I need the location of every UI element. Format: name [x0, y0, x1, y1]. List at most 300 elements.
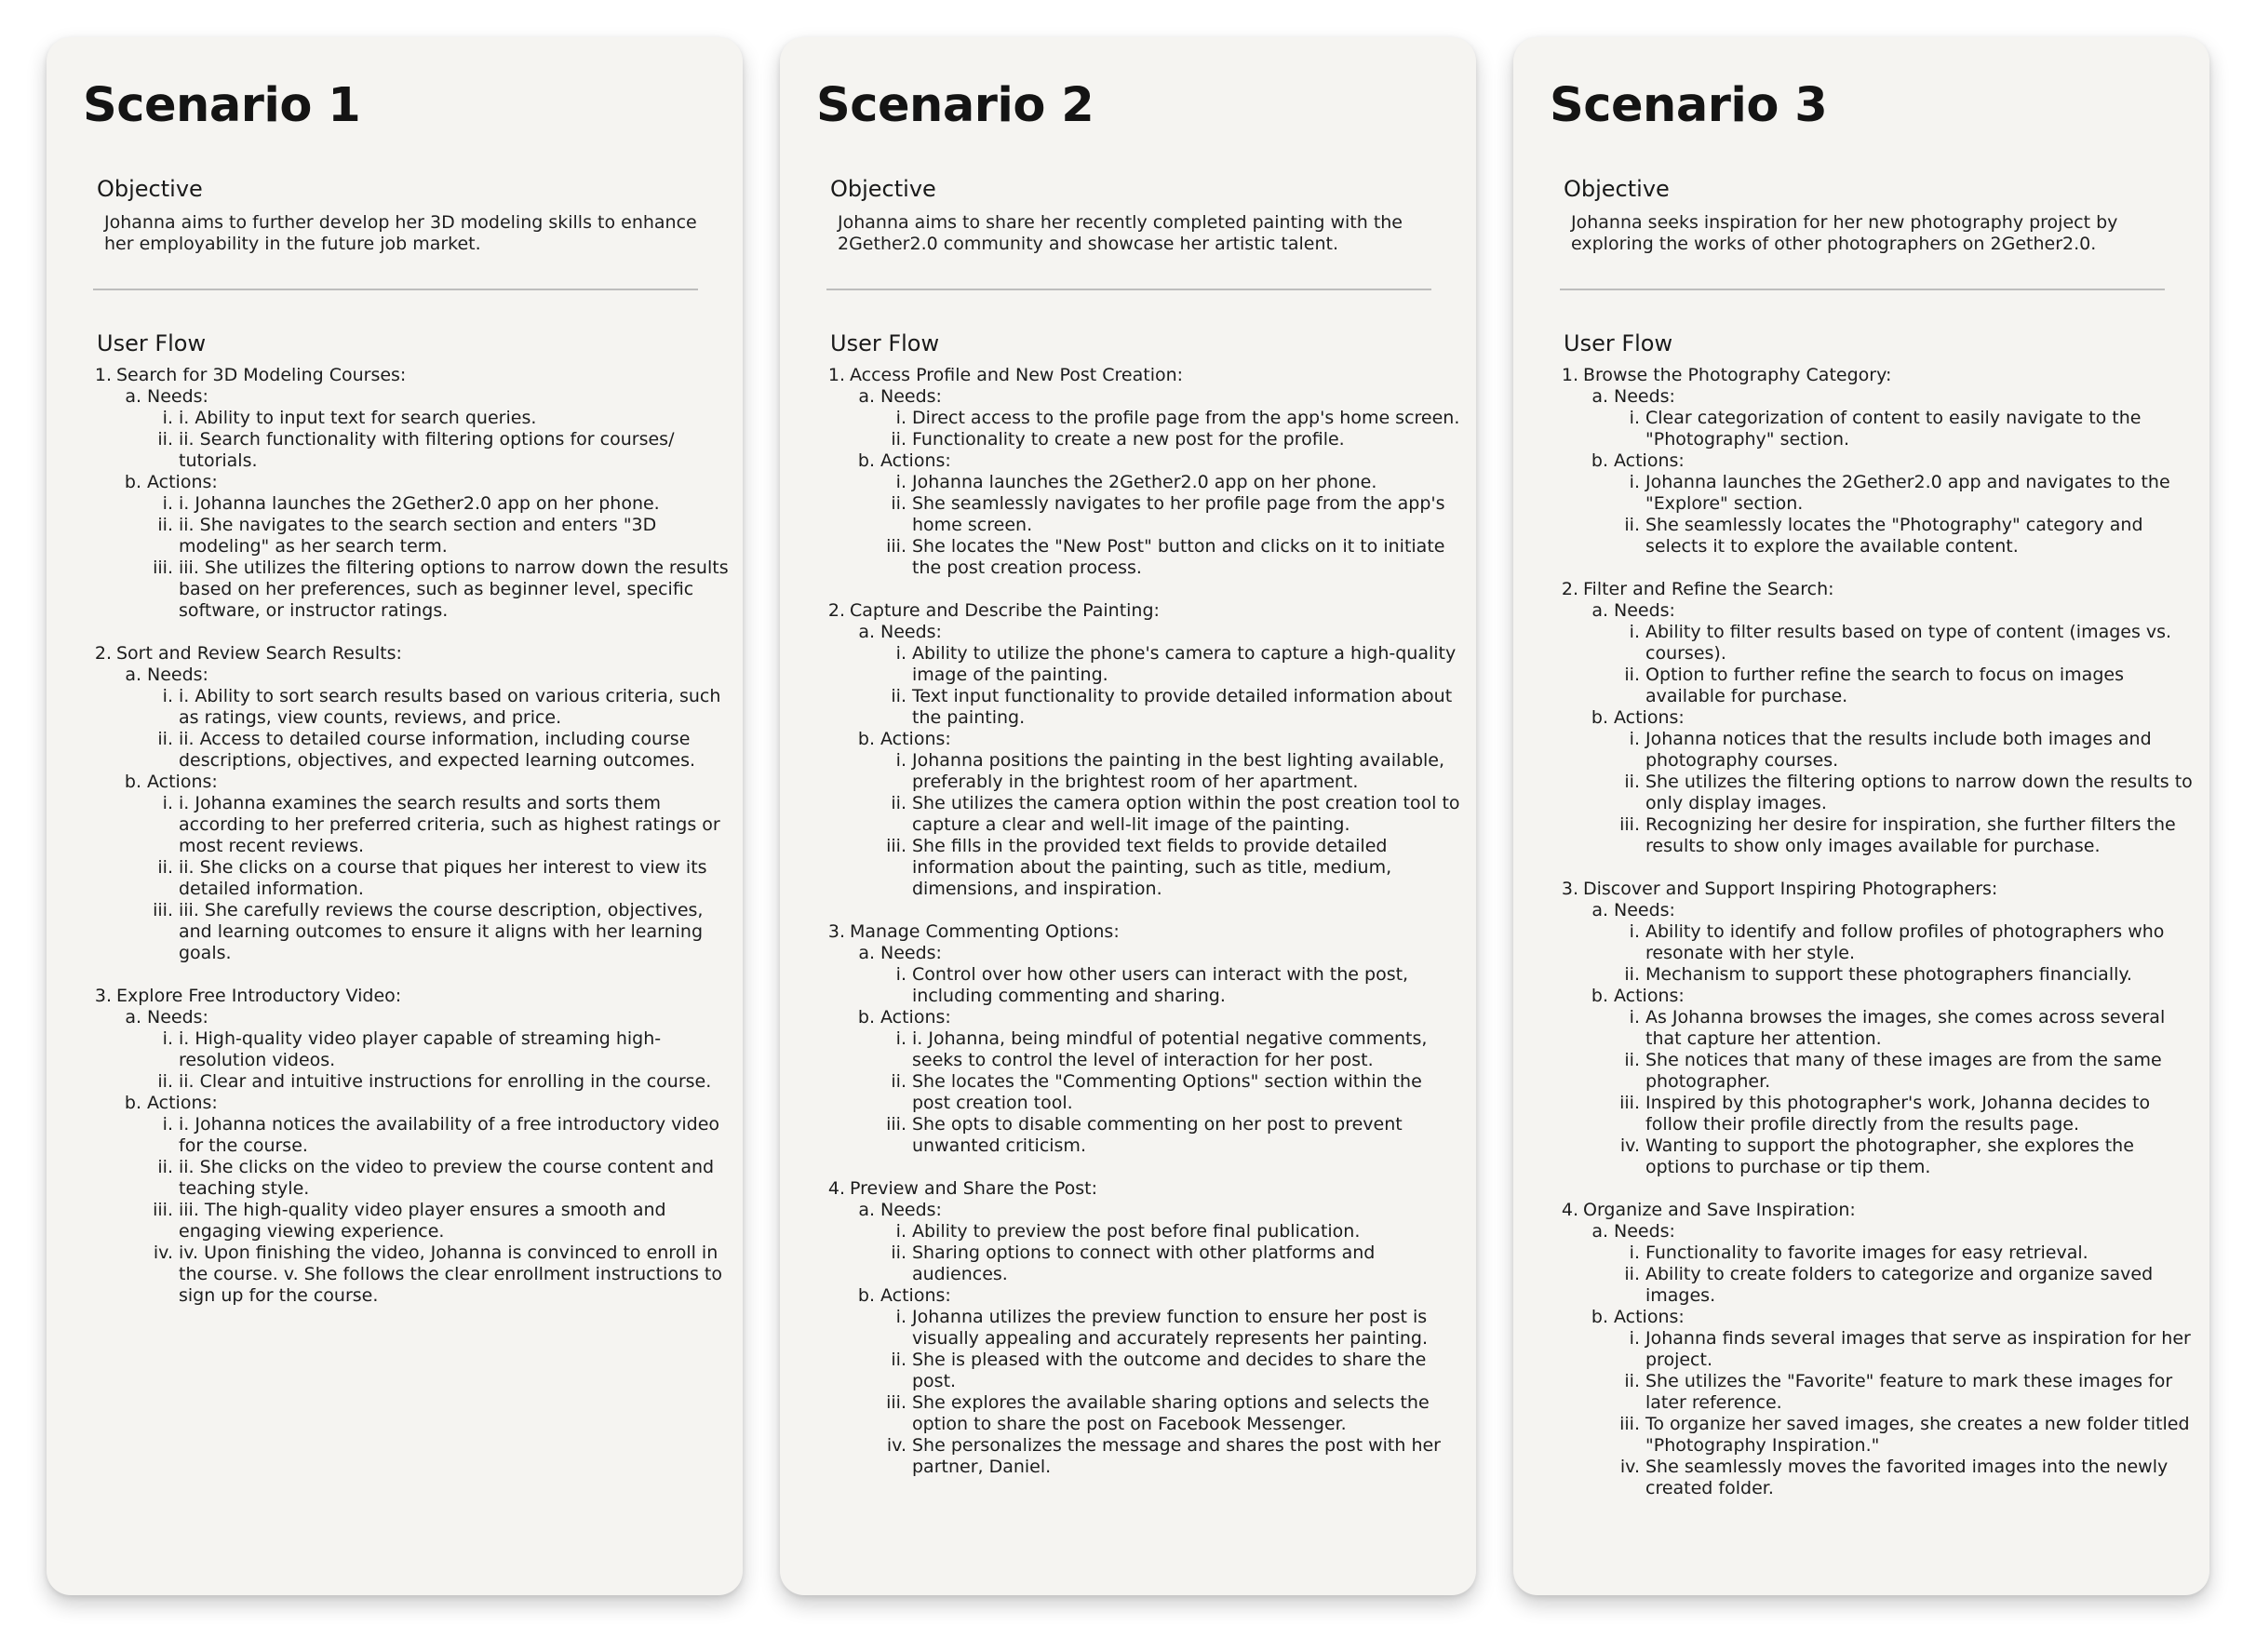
group-body — [880, 1200, 1463, 1285]
flow-step — [1558, 879, 2196, 1178]
step-body — [850, 365, 1463, 579]
list-item — [153, 793, 730, 857]
step-group — [854, 450, 1463, 579]
flow-step — [1558, 365, 2196, 557]
item-text: ii. She navigates to the search section and enters "3D modeling" as her search term. — [179, 515, 657, 557]
group-letter: a. — [125, 665, 141, 685]
item-text: She locates the "New Post" button and clicks on it to initiate the post creation process. — [912, 536, 1445, 578]
list-item — [886, 1350, 1463, 1392]
item-text: Ability to filter results based on type of content (images vs. courses). — [1645, 622, 2172, 664]
group-letter: a. — [125, 1007, 141, 1027]
item-text: ii. Access to detailed course information, including course descriptions, objectives, and expected learning outcomes. — [179, 729, 696, 771]
item-number: iii. — [1619, 814, 1640, 835]
step-group — [1588, 600, 2196, 707]
item-number: ii. — [1624, 515, 1640, 535]
objective-heading: Objective — [1564, 176, 1670, 202]
item-number: iv. — [1619, 1457, 1640, 1477]
step-number: 3. — [827, 921, 845, 942]
step-group — [854, 1200, 1463, 1285]
item-number: i. — [162, 1028, 173, 1049]
group-letter: b. — [857, 1007, 875, 1027]
item-text: Mechanism to support these photographers financially. — [1645, 964, 2132, 985]
group-body — [880, 1007, 1463, 1157]
item-text: Functionality to create a new post for the profile. — [912, 429, 1345, 450]
step-group — [1588, 450, 2196, 557]
list-item — [1619, 1093, 2196, 1135]
step-group — [1588, 986, 2196, 1178]
item-text: Inspired by this photographer's work, Johanna decides to follow their profile directly from the results page. — [1645, 1093, 2151, 1135]
scenario-card-1 — [47, 37, 743, 1595]
group-letter: a. — [1591, 600, 1608, 621]
flow-step — [91, 643, 730, 964]
step-number: 1. — [827, 365, 845, 385]
list-item — [153, 493, 730, 515]
group-letter: b. — [857, 729, 875, 749]
group-label: Actions: — [147, 772, 218, 792]
item-number: i. — [895, 1307, 906, 1327]
list-item — [153, 557, 730, 622]
item-number: i. — [162, 408, 173, 428]
step-group — [1588, 1307, 2196, 1499]
list-item — [886, 750, 1463, 793]
item-text: i. Ability to sort search results based on various criteria, such as ratings, view counts, reviews, and price. — [179, 686, 721, 728]
list-item — [886, 1114, 1463, 1157]
item-number: iii. — [886, 536, 906, 557]
step-group — [854, 1007, 1463, 1157]
section-divider — [93, 289, 698, 290]
group-letter: a. — [1591, 1221, 1608, 1242]
item-number: ii. — [891, 429, 906, 450]
group-label: Needs: — [147, 1007, 208, 1027]
group-label: Needs: — [147, 665, 208, 685]
item-text: i. High-quality video player capable of streaming high-resolution videos. — [179, 1028, 662, 1070]
item-text: She personalizes the message and shares the post with her partner, Daniel. — [912, 1435, 1441, 1477]
list-item — [1619, 772, 2196, 814]
step-group — [854, 1285, 1463, 1478]
step-group — [121, 1093, 730, 1307]
group-body — [1614, 900, 2196, 986]
item-number: ii. — [891, 686, 906, 706]
list-item — [886, 1221, 1463, 1242]
flow-step — [1558, 1200, 2196, 1499]
item-text: iii. She carefully reviews the course description, objectives, and learning outcomes to ensure it aligns with her learning goals. — [179, 900, 704, 963]
list-item — [1619, 1007, 2196, 1050]
objective-heading: Objective — [830, 176, 936, 202]
list-item — [886, 536, 1463, 579]
list-item — [886, 1242, 1463, 1285]
item-text: i. Johanna notices the availability of a free introductory video for the course. — [179, 1114, 720, 1156]
step-number: 4. — [1561, 1200, 1578, 1220]
group-label: Needs: — [880, 622, 942, 642]
objective-text: Johanna aims to share her recently completed painting with the 2Gether2.0 community and showcase her artistic talent. — [838, 212, 1403, 254]
step-number: 1. — [94, 365, 112, 385]
list-item — [1619, 1050, 2196, 1093]
list-item — [1619, 729, 2196, 772]
list-item — [1619, 1371, 2196, 1414]
list-item — [153, 429, 730, 472]
list-item — [153, 729, 730, 772]
flow-step — [91, 365, 730, 622]
group-letter: a. — [1591, 386, 1608, 407]
list-item — [1619, 1264, 2196, 1307]
flow-step — [825, 921, 1463, 1157]
list-item — [886, 429, 1463, 450]
item-text: ii. Search functionality with filtering options for courses/ tutorials. — [179, 429, 675, 471]
list-item — [886, 1028, 1463, 1071]
scenario-card-3 — [1513, 37, 2209, 1595]
item-number: i. — [895, 1221, 906, 1242]
user-flow-heading: User Flow — [830, 330, 940, 356]
group-body — [147, 1093, 730, 1307]
item-number: iii. — [886, 1392, 906, 1413]
group-body — [1614, 386, 2196, 450]
user-flow-list — [1558, 365, 2196, 1521]
item-number: i. — [1629, 1328, 1640, 1349]
group-letter: b. — [124, 1093, 141, 1113]
item-text: She seamlessly moves the favorited images into the newly created folder. — [1645, 1457, 2169, 1498]
step-title: Filter and Refine the Search: — [1583, 579, 1834, 599]
group-body — [147, 772, 730, 964]
item-number: ii. — [1624, 1371, 1640, 1391]
item-number: i. — [1629, 921, 1640, 942]
objective-text: Johanna seeks inspiration for her new photography project by exploring the works of other photographers on 2Gether2.0. — [1571, 212, 2118, 254]
group-letter: b. — [1591, 986, 1608, 1006]
objective-heading: Objective — [97, 176, 203, 202]
step-title: Browse the Photography Category: — [1583, 365, 1892, 385]
list-item — [886, 964, 1463, 1007]
flow-step — [91, 986, 730, 1307]
list-item — [1619, 408, 2196, 450]
list-item — [886, 836, 1463, 900]
item-text: She fills in the provided text fields to provide detailed information about the painting, such as title, medium, dimensions, and inspiration. — [912, 836, 1392, 899]
step-body — [1583, 579, 2196, 857]
item-number: i. — [895, 408, 906, 428]
section-divider — [826, 289, 1431, 290]
item-text: Control over how other users can interact with the post, including commenting and sharing. — [912, 964, 1409, 1006]
item-number: ii. — [891, 1242, 906, 1263]
item-text: She locates the "Commenting Options" section within the post creation tool. — [912, 1071, 1422, 1113]
group-body — [1614, 600, 2196, 707]
group-body — [1614, 1221, 2196, 1307]
group-letter: a. — [858, 386, 875, 407]
item-text: iv. Upon finishing the video, Johanna is convinced to enroll in the course. v. She follows the clear enrollment instructions to sign up for the course. — [179, 1242, 723, 1306]
list-item — [153, 900, 730, 964]
group-letter: b. — [1591, 450, 1608, 471]
user-flow-heading: User Flow — [97, 330, 207, 356]
group-label: Needs: — [1614, 386, 1675, 407]
group-letter: a. — [858, 943, 875, 963]
list-item — [886, 643, 1463, 686]
group-body — [147, 1007, 730, 1093]
group-body — [147, 472, 730, 622]
group-letter: b. — [1591, 707, 1608, 728]
list-item — [1619, 1242, 2196, 1264]
item-number: i. — [1629, 1007, 1640, 1027]
group-label: Actions: — [880, 1285, 951, 1306]
group-label: Actions: — [1614, 450, 1685, 471]
item-text: She utilizes the "Favorite" feature to mark these images for later reference. — [1645, 1371, 2173, 1413]
group-body — [1614, 450, 2196, 557]
group-letter: a. — [858, 622, 875, 642]
item-number: i. — [1629, 622, 1640, 642]
list-item — [886, 408, 1463, 429]
step-title: Sort and Review Search Results: — [116, 643, 402, 664]
section-divider — [1560, 289, 2165, 290]
item-text: She utilizes the camera option within the post creation tool to capture a clear and well-lit image of the painting. — [912, 793, 1460, 835]
item-text: Functionality to favorite images for easy retrieval. — [1645, 1242, 2088, 1263]
item-number: i. — [1629, 729, 1640, 749]
item-number: ii. — [1624, 1264, 1640, 1284]
item-text: She is pleased with the outcome and decides to share the post. — [912, 1350, 1427, 1391]
step-group — [1588, 707, 2196, 857]
item-number: iii. — [153, 557, 173, 578]
group-letter: a. — [125, 386, 141, 407]
group-body — [880, 729, 1463, 900]
item-number: ii. — [157, 515, 173, 535]
list-item — [153, 1157, 730, 1200]
item-text: iii. She utilizes the filtering options to narrow down the results based on her preferences, such as beginner level, specific software, or instructor ratings. — [179, 557, 729, 621]
item-text: As Johanna browses the images, she comes across several that capture her attention. — [1645, 1007, 2166, 1049]
item-number: i. — [1629, 472, 1640, 492]
item-text: Option to further refine the search to focus on images available for purchase. — [1645, 665, 2124, 706]
step-number: 4. — [827, 1178, 845, 1199]
group-body — [147, 386, 730, 472]
group-label: Needs: — [1614, 1221, 1675, 1242]
step-group — [854, 729, 1463, 900]
group-label: Actions: — [880, 1007, 951, 1027]
item-text: She opts to disable commenting on her post to prevent unwanted criticism. — [912, 1114, 1403, 1156]
step-title: Search for 3D Modeling Courses: — [116, 365, 407, 385]
item-text: She seamlessly locates the "Photography" category and selects it to explore the available content. — [1645, 515, 2143, 557]
item-text: To organize her saved images, she creates a new folder titled "Photography Inspiration." — [1645, 1414, 2190, 1456]
item-text: Direct access to the profile page from the app's home screen. — [912, 408, 1460, 428]
step-number: 2. — [827, 600, 845, 621]
step-body — [116, 365, 730, 622]
group-body — [1614, 707, 2196, 857]
group-label: Needs: — [1614, 600, 1675, 621]
group-letter: a. — [858, 1200, 875, 1220]
item-number: iii. — [1619, 1093, 1640, 1113]
step-body — [1583, 879, 2196, 1178]
user-flow-list — [825, 365, 1463, 1499]
item-number: ii. — [1624, 772, 1640, 792]
item-number: iii. — [886, 836, 906, 856]
item-text: i. Johanna launches the 2Gether2.0 app on her phone. — [179, 493, 660, 514]
list-item — [1619, 622, 2196, 665]
scenario-title: Scenario 2 — [816, 78, 1094, 133]
group-body — [880, 622, 1463, 729]
list-item — [153, 515, 730, 557]
item-text: iii. The high-quality video player ensures a smooth and engaging viewing experience. — [179, 1200, 666, 1242]
item-number: ii. — [157, 857, 173, 878]
item-number: iv. — [886, 1435, 906, 1456]
flow-step — [1558, 579, 2196, 857]
item-text: i. Johanna, being mindful of potential negative comments, seeks to control the level of interaction for her post. — [912, 1028, 1428, 1070]
item-number: ii. — [157, 429, 173, 450]
item-number: i. — [895, 964, 906, 985]
list-item — [1619, 921, 2196, 964]
step-body — [116, 643, 730, 964]
list-item — [1619, 1328, 2196, 1371]
list-item — [886, 1307, 1463, 1350]
list-item — [1619, 515, 2196, 557]
item-number: iii. — [153, 900, 173, 920]
group-body — [880, 943, 1463, 1007]
group-label: Needs: — [880, 386, 942, 407]
item-number: ii. — [1624, 665, 1640, 685]
list-item — [1619, 472, 2196, 515]
step-group — [854, 386, 1463, 450]
group-letter: b. — [124, 772, 141, 792]
item-text: ii. She clicks on the video to preview the course content and teaching style. — [179, 1157, 715, 1199]
step-number: 2. — [1561, 579, 1578, 599]
item-text: Johanna launches the 2Gether2.0 app on her phone. — [912, 472, 1377, 492]
group-letter: a. — [1591, 900, 1608, 920]
item-text: She notices that many of these images are from the same photographer. — [1645, 1050, 2162, 1092]
step-title: Manage Commenting Options: — [850, 921, 1120, 942]
group-label: Actions: — [1614, 1307, 1685, 1327]
step-title: Explore Free Introductory Video: — [116, 986, 402, 1006]
group-label: Needs: — [880, 943, 942, 963]
item-number: ii. — [157, 729, 173, 749]
item-number: ii. — [157, 1071, 173, 1092]
step-group — [1588, 386, 2196, 450]
item-text: She explores the available sharing options and selects the option to share the post on Facebook Messenger. — [912, 1392, 1430, 1434]
item-text: She seamlessly navigates to her profile page from the app's home screen. — [912, 493, 1445, 535]
step-body — [850, 1178, 1463, 1478]
group-label: Actions: — [880, 729, 951, 749]
group-label: Needs: — [147, 386, 208, 407]
group-label: Actions: — [147, 472, 218, 492]
step-title: Organize and Save Inspiration: — [1583, 1200, 1856, 1220]
group-letter: b. — [124, 472, 141, 492]
item-number: i. — [895, 1028, 906, 1049]
step-group — [121, 472, 730, 622]
list-item — [1619, 1135, 2196, 1178]
item-number: i. — [162, 686, 173, 706]
group-label: Actions: — [1614, 986, 1685, 1006]
flow-step — [825, 1178, 1463, 1478]
item-number: iii. — [153, 1200, 173, 1220]
item-text: i. Ability to input text for search queries. — [179, 408, 537, 428]
step-group — [854, 622, 1463, 729]
group-body — [1614, 986, 2196, 1178]
item-text: Johanna utilizes the preview function to ensure her post is visually appealing and accurately represents her painting. — [912, 1307, 1428, 1349]
step-body — [1583, 365, 2196, 557]
flow-step — [825, 600, 1463, 900]
list-item — [886, 1392, 1463, 1435]
item-text: Ability to preview the post before final publication. — [912, 1221, 1361, 1242]
flow-step — [825, 365, 1463, 579]
list-item — [1619, 665, 2196, 707]
group-label: Needs: — [880, 1200, 942, 1220]
item-number: i. — [1629, 408, 1640, 428]
step-body — [1583, 1200, 2196, 1499]
item-number: i. — [895, 472, 906, 492]
item-number: ii. — [891, 793, 906, 813]
step-title: Discover and Support Inspiring Photographers: — [1583, 879, 1998, 899]
list-item — [153, 1071, 730, 1093]
item-number: ii. — [1624, 964, 1640, 985]
scenario-title: Scenario 3 — [1550, 78, 1828, 133]
item-text: Ability to identify and follow profiles of photographers who resonate with her style. — [1645, 921, 2165, 963]
item-text: She utilizes the filtering options to narrow down the results to only display images. — [1645, 772, 2193, 813]
step-group — [121, 665, 730, 772]
step-group — [121, 386, 730, 472]
group-body — [880, 386, 1463, 450]
list-item — [153, 1114, 730, 1157]
list-item — [886, 1071, 1463, 1114]
item-number: i. — [162, 1114, 173, 1135]
item-number: i. — [162, 793, 173, 813]
item-number: iv. — [1619, 1135, 1640, 1156]
list-item — [886, 793, 1463, 836]
list-item — [1619, 1457, 2196, 1499]
item-text: Johanna launches the 2Gether2.0 app and navigates to the "Explore" section. — [1645, 472, 2170, 514]
item-number: iii. — [886, 1114, 906, 1135]
step-body — [850, 600, 1463, 900]
item-text: ii. She clicks on a course that piques her interest to view its detailed information. — [179, 857, 707, 899]
step-title: Capture and Describe the Painting: — [850, 600, 1160, 621]
list-item — [886, 472, 1463, 493]
list-item — [153, 1200, 730, 1242]
item-text: Ability to create folders to categorize and organize saved images. — [1645, 1264, 2154, 1306]
item-number: i. — [895, 643, 906, 664]
user-flow-list — [91, 365, 730, 1328]
scenario-title: Scenario 1 — [83, 78, 361, 133]
step-number: 2. — [94, 643, 112, 664]
user-flow-heading: User Flow — [1564, 330, 1673, 356]
step-group — [121, 1007, 730, 1093]
item-number: i. — [162, 493, 173, 514]
group-letter: b. — [857, 1285, 875, 1306]
group-label: Actions: — [880, 450, 951, 471]
group-label: Actions: — [147, 1093, 218, 1113]
scenario-card-2 — [780, 37, 1476, 1595]
step-body — [850, 921, 1463, 1157]
step-number: 3. — [1561, 879, 1578, 899]
item-text: Recognizing her desire for inspiration, she further filters the results to show only images available for purchase. — [1645, 814, 2176, 856]
list-item — [1619, 814, 2196, 857]
item-number: ii. — [891, 1071, 906, 1092]
list-item — [886, 686, 1463, 729]
group-letter: b. — [857, 450, 875, 471]
item-text: Sharing options to connect with other platforms and audiences. — [912, 1242, 1376, 1284]
list-item — [1619, 964, 2196, 986]
item-number: iv. — [153, 1242, 173, 1263]
step-number: 1. — [1561, 365, 1578, 385]
group-body — [1614, 1307, 2196, 1499]
group-body — [880, 1285, 1463, 1478]
group-letter: b. — [1591, 1307, 1608, 1327]
item-text: Clear categorization of content to easily navigate to the "Photography" section. — [1645, 408, 2142, 450]
step-group — [1588, 900, 2196, 986]
item-number: ii. — [157, 1157, 173, 1177]
item-number: i. — [1629, 1242, 1640, 1263]
item-text: Wanting to support the photographer, she explores the options to purchase or tip them. — [1645, 1135, 2134, 1177]
group-label: Actions: — [1614, 707, 1685, 728]
step-group — [121, 772, 730, 964]
group-label: Needs: — [1614, 900, 1675, 920]
list-item — [153, 1028, 730, 1071]
list-item — [153, 857, 730, 900]
item-text: i. Johanna examines the search results and sorts them according to her preferred criteria, such as highest ratings or most recent reviews. — [179, 793, 720, 856]
item-text: Text input functionality to provide detailed information about the painting. — [912, 686, 1453, 728]
item-number: iii. — [1619, 1414, 1640, 1434]
item-text: Johanna positions the painting in the best lighting available, preferably in the brightest room of her apartment. — [912, 750, 1445, 792]
step-body — [116, 986, 730, 1307]
item-number: ii. — [891, 493, 906, 514]
